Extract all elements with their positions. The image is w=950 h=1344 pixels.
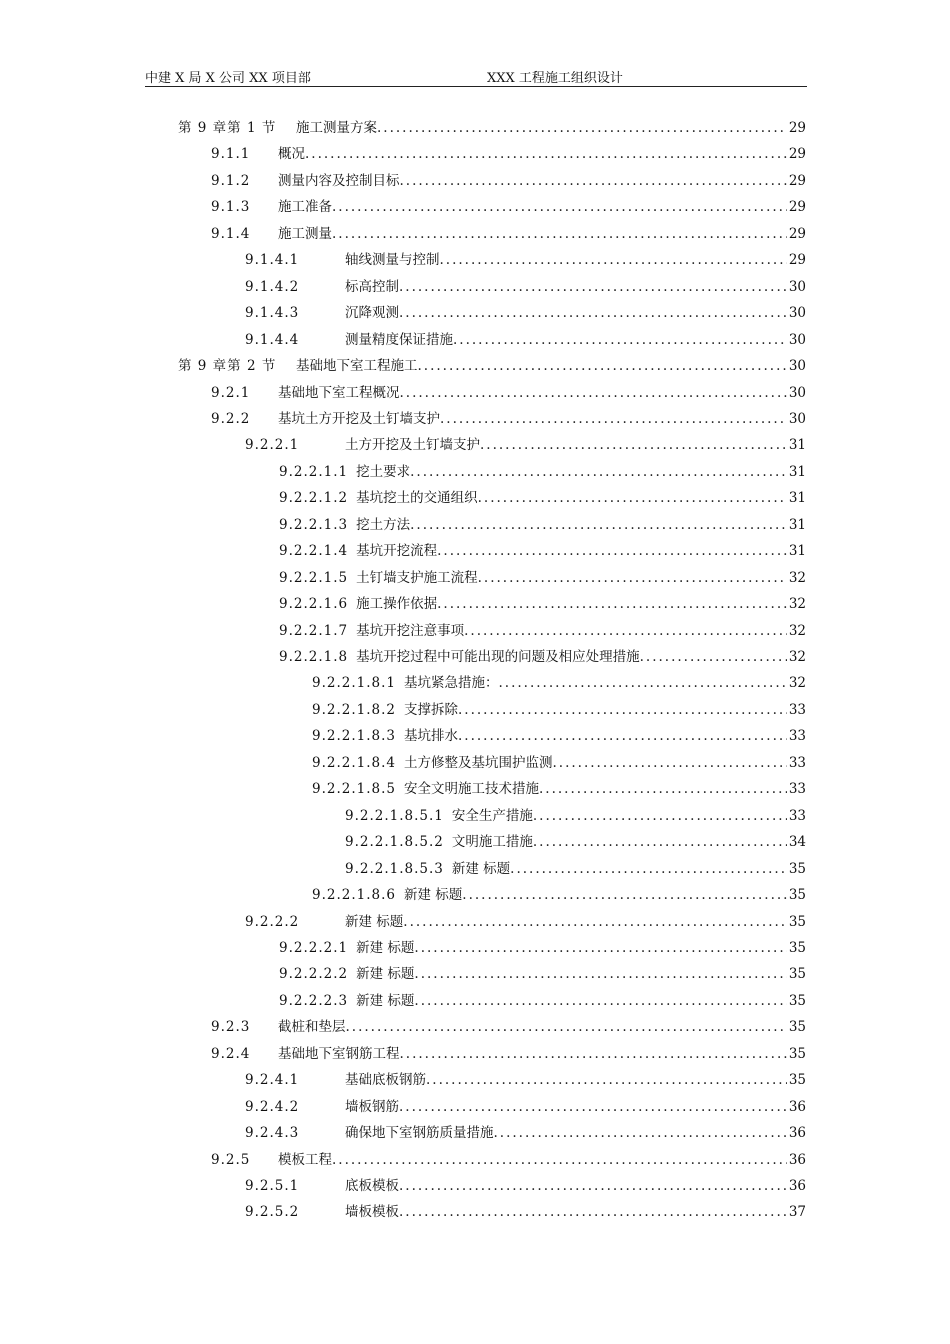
toc-dot-leader (399, 1094, 787, 1120)
toc-dot-leader (440, 247, 787, 273)
toc-entry-number: 9.2.1 (211, 384, 251, 401)
toc-entry-title: 底板模板 (345, 1178, 399, 1194)
toc-entry[interactable] (279, 565, 806, 591)
toc-entry[interactable] (245, 1199, 806, 1225)
toc-entry-number: 9.2.4 (211, 1045, 251, 1062)
toc-entry-page: 35 (788, 1072, 806, 1089)
toc-dot-leader (332, 194, 787, 220)
toc-entry-page: 29 (788, 199, 806, 216)
toc-entry-number: 9.1.4 (211, 225, 251, 242)
toc-dot-leader (437, 591, 787, 617)
toc-dot-leader (453, 327, 787, 353)
toc-entry-title: 测量精度保证措施 (345, 331, 453, 348)
toc-entry[interactable] (312, 882, 806, 908)
toc-entry-number: 9.1.2 (211, 172, 251, 189)
toc-entry-page: 31 (788, 437, 806, 454)
toc-entry[interactable] (178, 353, 806, 379)
toc-entry-page: 30 (788, 331, 806, 348)
toc-entry-page: 29 (788, 252, 806, 269)
toc-entry-number: 9.1.3 (211, 199, 251, 216)
toc-entry-page: 32 (788, 649, 806, 665)
toc-entry-number: 9.2.2.1.8 (279, 649, 349, 665)
toc-entry-title: 施工准备 (278, 199, 332, 216)
toc-entry-title: 确保地下室钢筋质量措施 (345, 1125, 494, 1142)
toc-entry-number: 9.1.4.1 (245, 252, 300, 269)
toc-entry-title: 测量内容及控制目标 (278, 172, 400, 189)
toc-entry-title: 基坑开挖流程 (356, 543, 438, 560)
toc-entry-title: 基础地下室钢筋工程 (278, 1045, 400, 1062)
toc-entry-title: 基坑开挖过程中可能出现的问题及相应处理措施 (356, 649, 640, 665)
toc-dot-leader (400, 168, 787, 194)
toc-entry[interactable] (245, 432, 806, 458)
toc-dot-leader (437, 538, 787, 564)
toc-dot-leader (462, 882, 787, 908)
toc-entry[interactable] (211, 380, 806, 406)
toc-entry[interactable] (345, 803, 806, 829)
toc-dot-leader (418, 353, 787, 379)
toc-entry-number: 9.1.1 (211, 146, 251, 163)
toc-entry-page: 31 (788, 543, 806, 560)
toc-entry-number: 9.2.5.2 (245, 1204, 300, 1221)
toc-dot-leader (346, 1014, 787, 1040)
toc-entry-title: 基坑挖土的交通组织 (356, 490, 478, 507)
toc-entry-number: 9.2.4.1 (245, 1072, 300, 1089)
toc-entry[interactable] (211, 1147, 806, 1173)
toc-entry-page: 36 (788, 1125, 806, 1142)
toc-dot-leader (464, 618, 787, 644)
toc-entry-title: 安全文明施工技术措施 (404, 781, 539, 798)
toc-entry-number: 9.2.2.1.6 (279, 596, 349, 613)
toc-entry-number: 9.2.3 (211, 1019, 251, 1036)
toc-entry-title: 基坑土方开挖及土钉墙支护 (278, 410, 440, 427)
toc-entry-number: 9.2.4.3 (245, 1125, 300, 1142)
toc-entry-title: 施工操作依据 (356, 596, 438, 613)
toc-dot-leader (414, 961, 786, 987)
toc-entry-page: 32 (788, 569, 806, 586)
toc-dot-leader (480, 432, 787, 458)
toc-dot-leader (440, 406, 787, 432)
toc-entry-title: 施工测量 (278, 225, 332, 242)
toc-entry-page: 33 (788, 728, 806, 745)
toc-entry[interactable] (312, 723, 806, 749)
toc-entry-number: 9.2.2.2 (245, 913, 300, 930)
toc-entry[interactable] (279, 485, 806, 511)
toc-entry-title: 土钉墙支护施工流程 (356, 569, 478, 586)
toc-entry[interactable] (345, 856, 806, 882)
toc-entry-number: 9.1.4.2 (245, 278, 300, 295)
toc-entry[interactable] (279, 591, 806, 617)
toc-entry[interactable] (211, 141, 806, 167)
toc-entry-number: 9.2.2.1.5 (279, 569, 349, 586)
toc-entry[interactable] (245, 909, 806, 935)
toc-entry-page: 31 (788, 516, 806, 533)
toc-entry[interactable] (279, 618, 806, 644)
toc-entry[interactable] (245, 327, 806, 353)
toc-entry-title: 基础底板钢筋 (345, 1072, 426, 1089)
toc-entry-number: 9.2.2.1.8.6 (312, 887, 396, 904)
toc-dot-leader (533, 803, 787, 829)
toc-entry[interactable] (245, 247, 806, 273)
toc-dot-leader (377, 115, 787, 141)
toc-entry-page: 33 (788, 781, 806, 798)
toc-entry-page: 30 (788, 410, 806, 427)
toc-entry-title: 基坑排水 (404, 728, 458, 745)
toc-dot-leader (478, 565, 787, 591)
toc-entry-title: 土方开挖及土钉墙支护 (345, 437, 480, 454)
toc-entry-title: 基础地下室工程概况 (278, 384, 400, 401)
toc-entry-number: 9.1.4.3 (245, 305, 300, 322)
toc-entry-title: 基坑紧急措施： (404, 675, 499, 692)
toc-entry-page: 34 (788, 834, 806, 851)
toc-entry-page: 31 (788, 490, 806, 507)
toc-entry-title: 截桩和垫层 (278, 1019, 346, 1036)
toc-entry[interactable] (312, 776, 806, 802)
toc-entry-page: 31 (788, 463, 806, 480)
toc-entry-page: 33 (788, 754, 806, 771)
toc-entry-title: 新建 标题 (451, 860, 511, 877)
toc-dot-leader (458, 697, 787, 723)
toc-entry-page: 36 (788, 1151, 806, 1168)
toc-entry-title: 标高控制 (345, 278, 399, 295)
toc-dot-leader (410, 459, 787, 485)
toc-entry-title: 墙板钢筋 (345, 1098, 399, 1115)
toc-entry[interactable] (312, 670, 806, 696)
toc-entry-number: 9.2.4.2 (245, 1098, 300, 1115)
toc-entry-number: 9.2.5.1 (245, 1178, 300, 1194)
toc-entry-page: 29 (788, 120, 806, 136)
toc-entry[interactable] (245, 1094, 806, 1120)
toc-entry-title: 新建 标题 (356, 992, 415, 1009)
toc-entry[interactable] (279, 512, 806, 538)
toc-entry-title: 安全生产措施 (451, 807, 533, 824)
toc-entry-page: 32 (788, 622, 806, 639)
toc-dot-leader (510, 856, 787, 882)
toc-entry[interactable] (211, 168, 806, 194)
toc-dot-leader (332, 1147, 787, 1173)
toc-entry-number: 9.2.5 (211, 1151, 251, 1168)
toc-entry[interactable] (245, 274, 806, 300)
toc-entry-number: 9.2.2.1.8.2 (312, 701, 396, 718)
toc-dot-leader (410, 512, 787, 538)
toc-entry[interactable] (279, 961, 806, 987)
toc-entry-number: 9.2.2.1.8.5.2 (345, 834, 444, 851)
toc-dot-leader (414, 935, 786, 961)
toc-dot-leader (332, 221, 787, 247)
toc-entry-title: 新建 标题 (345, 913, 404, 930)
toc-dot-leader (399, 1173, 787, 1199)
toc-entry-number: 9.2.2.1.8.5.1 (345, 807, 444, 824)
toc-entry-number: 第 9 章第 1 节 (178, 120, 277, 136)
toc-entry-page: 30 (788, 358, 806, 375)
toc-entry-title: 新建 标题 (356, 939, 415, 956)
toc-dot-leader (399, 300, 787, 326)
toc-entry[interactable] (279, 644, 806, 670)
toc-entry-number: 9.2.2.1.8.1 (312, 675, 396, 692)
toc-dot-leader (399, 274, 787, 300)
toc-entry-title: 基础地下室工程施工 (296, 358, 418, 375)
toc-entry-title: 沉降观测 (345, 305, 399, 322)
toc-entry-page: 32 (788, 596, 806, 613)
toc-entry-page: 30 (788, 305, 806, 322)
toc-entry-page: 35 (788, 860, 806, 877)
toc-dot-leader (414, 988, 786, 1014)
toc-entry[interactable] (312, 697, 806, 723)
toc-entry[interactable] (211, 194, 806, 220)
toc-dot-leader (400, 380, 787, 406)
toc-entry-title: 基坑开挖注意事项 (356, 622, 465, 639)
toc-entry[interactable] (279, 988, 806, 1014)
toc-entry-number: 9.2.2.1 (245, 437, 300, 454)
toc-entry-number: 第 9 章第 2 节 (178, 358, 277, 375)
toc-entry[interactable] (211, 406, 806, 432)
toc-entry[interactable] (211, 1014, 806, 1040)
toc-entry-page: 35 (788, 913, 806, 930)
toc-dot-leader (499, 670, 787, 696)
toc-entry-number: 9.2.2.1.3 (279, 516, 349, 533)
toc-dot-leader (533, 829, 787, 855)
toc-dot-leader (403, 909, 787, 935)
header-company: 中建 X 局 X 公司 XX 项目部 (145, 71, 311, 86)
toc-entry-number: 9.1.4.4 (245, 331, 300, 348)
toc-entry-page: 35 (788, 887, 806, 904)
toc-entry-page: 30 (788, 278, 806, 295)
toc-entry-title: 新建 标题 (356, 966, 415, 983)
toc-entry-number: 9.2.2 (211, 410, 251, 427)
toc-entry-page: 29 (788, 225, 806, 242)
toc-entry-number: 9.2.2.1.8.4 (312, 754, 396, 771)
toc-entry[interactable] (178, 115, 806, 141)
toc-dot-leader (539, 776, 787, 802)
toc-entry-page: 35 (788, 1019, 806, 1036)
toc-dot-leader (553, 750, 787, 776)
toc-entry-title: 土方修整及基坑围护监测 (404, 754, 553, 771)
toc-entry-title: 轴线测量与控制 (345, 252, 440, 269)
toc-entry-number: 9.2.2.1.8.5 (312, 781, 396, 798)
toc-entry-title: 施工测量方案 (296, 120, 377, 136)
toc-dot-leader (399, 1199, 787, 1225)
toc-entry[interactable] (279, 538, 806, 564)
toc-entry-page: 32 (788, 675, 806, 692)
toc-entry-number: 9.2.2.2.2 (279, 966, 349, 983)
toc-entry-page: 29 (788, 172, 806, 189)
toc-dot-leader (458, 723, 787, 749)
toc-entry-title: 概况 (278, 146, 305, 163)
toc-entry[interactable] (211, 221, 806, 247)
toc-entry-number: 9.2.2.1.1 (279, 463, 349, 480)
toc-entry-page: 36 (788, 1178, 806, 1194)
toc-dot-leader (426, 1067, 787, 1093)
toc-entry[interactable] (279, 935, 806, 961)
toc-entry-page: 33 (788, 807, 806, 824)
toc-entry-number: 9.2.2.2.1 (279, 939, 349, 956)
toc-entry[interactable] (245, 1120, 806, 1146)
toc-dot-leader (494, 1120, 787, 1146)
toc-entry[interactable] (245, 1067, 806, 1093)
toc-entry-title: 支撑拆除 (404, 701, 458, 718)
toc-entry[interactable] (312, 750, 806, 776)
toc-entry-title: 挖土方法 (356, 516, 411, 533)
toc-entry-page: 30 (788, 384, 806, 401)
toc-entry-title: 模板工程 (278, 1151, 332, 1168)
toc-entry[interactable] (211, 1041, 806, 1067)
toc-entry[interactable] (279, 459, 806, 485)
toc-entry-page: 33 (788, 701, 806, 718)
toc-entry-number: 9.2.2.1.7 (279, 622, 349, 639)
toc-entry-title: 新建 标题 (404, 887, 463, 904)
toc-entry-title: 文明施工措施 (451, 834, 533, 851)
toc-entry-number: 9.2.2.1.8.3 (312, 728, 396, 745)
toc-entry-page: 29 (788, 146, 806, 163)
toc-entry-page: 35 (788, 966, 806, 983)
toc-entry-page: 35 (788, 939, 806, 956)
toc-entry-number: 9.2.2.1.8.5.3 (345, 860, 444, 877)
toc-entry-page: 35 (788, 992, 806, 1009)
header-doc-title: XXX 工程施工组织设计 (487, 71, 623, 86)
toc-entry[interactable] (245, 1173, 806, 1199)
toc-dot-leader (478, 485, 787, 511)
toc-entry-number: 9.2.2.1.4 (279, 543, 349, 560)
toc-dot-leader (400, 1041, 787, 1067)
toc-entry-number: 9.2.2.2.3 (279, 992, 349, 1009)
toc-entry-page: 37 (788, 1204, 806, 1221)
toc-entry-page: 36 (788, 1098, 806, 1115)
toc-entry-title: 挖土要求 (356, 463, 411, 480)
toc-entry[interactable] (345, 829, 806, 855)
page-header (145, 64, 807, 87)
toc-entry-page: 35 (788, 1045, 806, 1062)
toc-dot-leader (305, 141, 787, 167)
toc-dot-leader (640, 644, 787, 670)
toc-entry-title: 墙板模板 (345, 1204, 399, 1221)
toc-entry-number: 9.2.2.1.2 (279, 490, 349, 507)
toc-entry[interactable] (245, 300, 806, 326)
